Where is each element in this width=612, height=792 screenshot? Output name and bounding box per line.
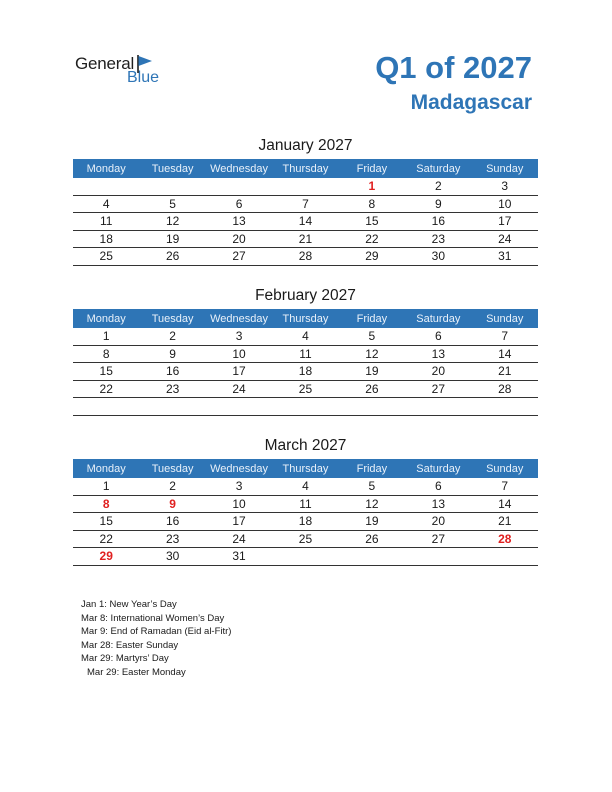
week-row	[73, 478, 538, 496]
holiday-day-cell: 8	[102, 496, 110, 511]
day-cell: 18	[298, 364, 313, 379]
day-cell: 13	[431, 496, 445, 511]
month-title: January 2027	[258, 137, 353, 154]
day-cell: 9	[434, 196, 442, 211]
day-cell: 27	[431, 381, 445, 396]
month-calendar	[73, 287, 538, 416]
weekday-label: Saturday	[416, 462, 461, 475]
holiday-entry: Mar 28: Easter Sunday	[81, 639, 179, 651]
day-cell: 28	[298, 249, 313, 264]
day-cell: 8	[368, 196, 376, 211]
week-row	[73, 213, 538, 231]
day-cell: 2	[169, 329, 176, 344]
day-cell: 21	[498, 514, 512, 529]
holiday-list	[81, 598, 231, 679]
day-cell: 19	[365, 514, 379, 529]
day-cell: 18	[99, 231, 113, 246]
holiday-entry: Mar 29: Martyrs’ Day	[81, 653, 169, 664]
weekday-header	[73, 459, 538, 478]
day-cell: 4	[102, 196, 110, 211]
day-cell: 10	[498, 196, 512, 211]
day-cell: 24	[232, 381, 246, 396]
week-row	[73, 346, 538, 364]
day-cell: 25	[298, 531, 313, 546]
weekday-label: Friday	[356, 312, 388, 325]
day-cell: 24	[232, 531, 246, 546]
day-cell: 15	[99, 364, 113, 379]
day-cell: 21	[498, 364, 512, 379]
day-cell: 7	[501, 479, 509, 494]
weekday-label: Friday	[356, 462, 388, 475]
day-cell: 13	[232, 214, 246, 229]
weekday-label: Tuesday	[151, 462, 194, 475]
day-cell: 22	[99, 531, 113, 546]
day-cell: 6	[434, 479, 442, 494]
holiday-entry: Mar 8: International Women’s Day	[81, 612, 225, 624]
week-row	[73, 513, 538, 531]
flag-icon	[135, 55, 155, 73]
logo-word-blue: Blue	[127, 69, 160, 86]
weekday-header	[73, 309, 538, 328]
day-cell: 7	[302, 196, 309, 211]
weekday-label: Saturday	[416, 162, 461, 175]
country-name: Madagascar	[410, 91, 532, 114]
weekday-label: Monday	[86, 462, 126, 475]
week-row	[73, 398, 538, 416]
day-cell: 9	[169, 346, 176, 361]
day-cell: 27	[431, 531, 445, 546]
month-calendar	[73, 137, 538, 266]
week-row	[73, 231, 538, 249]
day-cell: 10	[232, 346, 246, 361]
day-cell: 23	[165, 531, 180, 546]
week-row	[73, 363, 538, 381]
weekday-label: Wednesday	[210, 462, 268, 475]
day-cell: 1	[102, 329, 110, 344]
day-cell: 26	[365, 381, 379, 396]
day-cell: 4	[302, 329, 309, 344]
day-cell: 5	[169, 196, 176, 211]
day-cell: 3	[501, 179, 509, 194]
day-cell: 2	[169, 479, 176, 494]
week-row	[73, 178, 538, 196]
day-cell: 11	[299, 496, 312, 511]
week-row	[73, 381, 538, 399]
day-cell: 7	[501, 329, 509, 344]
weekday-label: Thursday	[282, 462, 329, 475]
weekday-label: Friday	[356, 162, 388, 175]
day-cell: 11	[99, 214, 113, 229]
day-cell: 25	[99, 249, 113, 264]
page-title: Q1 of 2027	[375, 50, 532, 85]
weekday-label: Thursday	[282, 162, 329, 175]
weekday-label: Tuesday	[151, 162, 194, 175]
day-cell: 23	[431, 231, 445, 246]
weekday-label: Sunday	[486, 162, 524, 175]
weekday-label: Tuesday	[151, 312, 194, 325]
day-cell: 17	[232, 364, 246, 379]
day-cell: 30	[165, 549, 180, 564]
day-cell: 6	[235, 196, 243, 211]
day-cell: 12	[365, 346, 379, 361]
day-cell: 25	[298, 381, 313, 396]
day-cell: 16	[165, 364, 180, 379]
day-cell: 29	[365, 249, 379, 264]
holiday-entry: Jan 1: New Year’s Day	[81, 599, 177, 610]
weekday-label: Saturday	[416, 312, 461, 325]
week-row	[73, 496, 538, 514]
day-cell: 6	[434, 329, 442, 344]
day-cell: 16	[165, 514, 180, 529]
day-cell: 18	[298, 514, 313, 529]
week-row	[73, 196, 538, 214]
week-row	[73, 548, 538, 566]
day-cell: 13	[431, 346, 445, 361]
day-cell: 1	[102, 479, 110, 494]
day-cell: 17	[498, 214, 512, 229]
day-cell: 14	[498, 346, 512, 361]
weekday-label: Sunday	[486, 312, 524, 325]
day-cell: 8	[102, 346, 110, 361]
day-cell: 4	[302, 479, 309, 494]
day-cell: 12	[165, 214, 180, 229]
month-title: March 2027	[264, 437, 347, 454]
day-cell: 24	[498, 231, 512, 246]
day-cell: 5	[368, 479, 376, 494]
day-cell: 27	[232, 249, 246, 264]
day-cell: 26	[365, 531, 379, 546]
day-cell: 19	[165, 231, 180, 246]
day-cell: 15	[99, 514, 113, 529]
weekday-label: Wednesday	[210, 162, 268, 175]
weekday-label: Wednesday	[210, 312, 268, 325]
holiday-day-cell: 1	[368, 179, 376, 194]
week-row	[73, 328, 538, 346]
day-cell: 10	[232, 496, 246, 511]
weekday-label: Monday	[86, 312, 126, 325]
holiday-entry: Mar 29: Easter Monday	[87, 666, 186, 678]
day-cell: 23	[165, 381, 180, 396]
day-cell: 17	[232, 514, 246, 529]
weekday-label: Monday	[86, 162, 126, 175]
day-cell: 12	[365, 496, 379, 511]
day-cell: 20	[431, 364, 445, 379]
day-cell: 31	[498, 249, 512, 264]
day-cell: 14	[298, 214, 313, 229]
day-cell: 31	[232, 549, 246, 564]
day-cell: 30	[431, 249, 445, 264]
day-cell: 15	[365, 214, 379, 229]
day-cell: 19	[365, 364, 379, 379]
day-cell: 2	[434, 179, 442, 194]
holiday-day-cell: 9	[169, 496, 176, 511]
logo-word-general: General	[75, 54, 135, 73]
day-cell: 20	[431, 514, 445, 529]
day-cell: 5	[368, 329, 376, 344]
day-cell: 22	[365, 231, 379, 246]
day-cell: 16	[431, 214, 445, 229]
holiday-entry: Mar 9: End of Ramadan (Eid al-Fitr)	[81, 626, 232, 637]
day-cell: 14	[498, 496, 512, 511]
logo	[75, 54, 175, 88]
day-cell: 22	[99, 381, 113, 396]
day-cell: 20	[232, 231, 246, 246]
holiday-day-cell: 28	[498, 531, 512, 546]
month-calendar	[73, 437, 538, 566]
day-cell: 3	[235, 329, 243, 344]
month-title: February 2027	[255, 287, 356, 304]
week-row	[73, 531, 538, 549]
holiday-day-cell: 29	[99, 549, 113, 564]
day-cell: 3	[235, 479, 243, 494]
weekday-header	[73, 159, 538, 178]
day-cell: 21	[298, 231, 313, 246]
day-cell: 11	[299, 346, 312, 361]
day-cell: 28	[498, 381, 512, 396]
weekday-label: Thursday	[282, 312, 329, 325]
day-cell: 26	[165, 249, 180, 264]
weekday-label: Sunday	[486, 462, 524, 475]
week-row	[73, 248, 538, 266]
